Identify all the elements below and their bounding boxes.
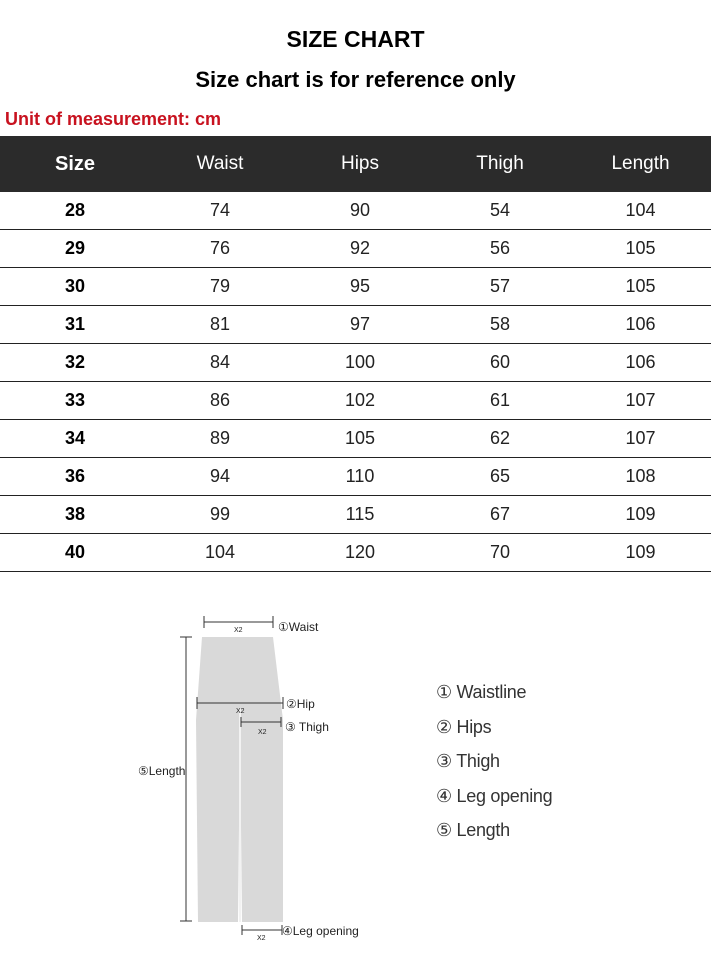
table-row [0,192,711,230]
waist-label: ①Waist [278,620,319,634]
cell-thigh: 58 [430,306,570,344]
cell-hips: 115 [290,496,430,534]
cell-thigh: 61 [430,382,570,420]
chart-subtitle: Size chart is for reference only [195,67,516,92]
cell-size: 28 [0,192,150,230]
cell-waist: 79 [150,268,290,306]
cell-size: 32 [0,344,150,382]
column-header-thigh: Thigh [430,136,570,192]
chart-title: SIZE CHART [286,26,425,52]
column-header-size: Size [0,136,150,192]
cell-length: 107 [570,420,711,458]
table-row [0,534,711,572]
cell-waist: 89 [150,420,290,458]
hip-label: ②Hip [286,697,315,711]
cell-hips: 102 [290,382,430,420]
table-header-row [0,136,711,192]
cell-size: 38 [0,496,150,534]
cell-length: 106 [570,344,711,382]
leg-opening-measure [242,924,359,942]
table-row [0,268,711,306]
cell-hips: 100 [290,344,430,382]
waist-measure [204,616,319,634]
cell-size: 34 [0,420,150,458]
thigh-label: ③ Thigh [285,720,329,734]
measurement-legend [436,678,552,851]
cell-size: 36 [0,458,150,496]
cell-thigh: 57 [430,268,570,306]
cell-length: 108 [570,458,711,496]
cell-length: 107 [570,382,711,420]
cell-waist: 104 [150,534,290,572]
cell-thigh: 60 [430,344,570,382]
cell-waist: 74 [150,192,290,230]
table-row [0,344,711,382]
legend-item-thigh: ③ Thigh [436,751,500,771]
cell-length: 109 [570,496,711,534]
cell-thigh: 62 [430,420,570,458]
leg-opening-multiplier: X2 [257,935,266,942]
table-row [0,382,711,420]
cell-length: 105 [570,230,711,268]
cell-hips: 97 [290,306,430,344]
table-row [0,496,711,534]
table-row [0,458,711,496]
column-header-hips: Hips [290,136,430,192]
waist-multiplier: X2 [234,627,243,634]
cell-thigh: 54 [430,192,570,230]
length-measure [138,637,192,921]
cell-thigh: 67 [430,496,570,534]
cell-thigh: 70 [430,534,570,572]
thigh-multiplier: X2 [258,729,267,736]
cell-size: 33 [0,382,150,420]
cell-length: 109 [570,534,711,572]
column-header-waist: Waist [150,136,290,192]
cell-hips: 95 [290,268,430,306]
hip-multiplier: X2 [236,708,245,715]
legend-item-hips: ② Hips [436,716,492,737]
cell-thigh: 56 [430,230,570,268]
cell-hips: 90 [290,192,430,230]
length-label: ⑤Length [138,764,186,778]
cell-length: 104 [570,192,711,230]
pants-measurement-diagram [0,590,711,971]
cell-waist: 81 [150,306,290,344]
legend-item-length: ⑤ Length [436,820,510,840]
cell-waist: 84 [150,344,290,382]
table-row [0,306,711,344]
table-row [0,230,711,268]
cell-size: 31 [0,306,150,344]
cell-hips: 92 [290,230,430,268]
cell-hips: 120 [290,534,430,572]
cell-hips: 105 [290,420,430,458]
cell-length: 105 [570,268,711,306]
cell-waist: 94 [150,458,290,496]
column-header-length: Length [570,136,711,192]
legend-item-leg-opening: ④ Leg opening [436,785,553,806]
unit-note: Unit of measurement: cm [5,109,222,129]
cell-size: 29 [0,230,150,268]
cell-size: 30 [0,268,150,306]
leg-opening-label: ④Leg opening [282,924,359,938]
cell-length: 106 [570,306,711,344]
legend-item-waistline: ① Waistline [436,682,527,702]
cell-waist: 86 [150,382,290,420]
cell-waist: 99 [150,496,290,534]
cell-hips: 110 [290,458,430,496]
cell-waist: 76 [150,230,290,268]
table-row [0,420,711,458]
cell-size: 40 [0,534,150,572]
cell-thigh: 65 [430,458,570,496]
size-table [0,136,711,572]
